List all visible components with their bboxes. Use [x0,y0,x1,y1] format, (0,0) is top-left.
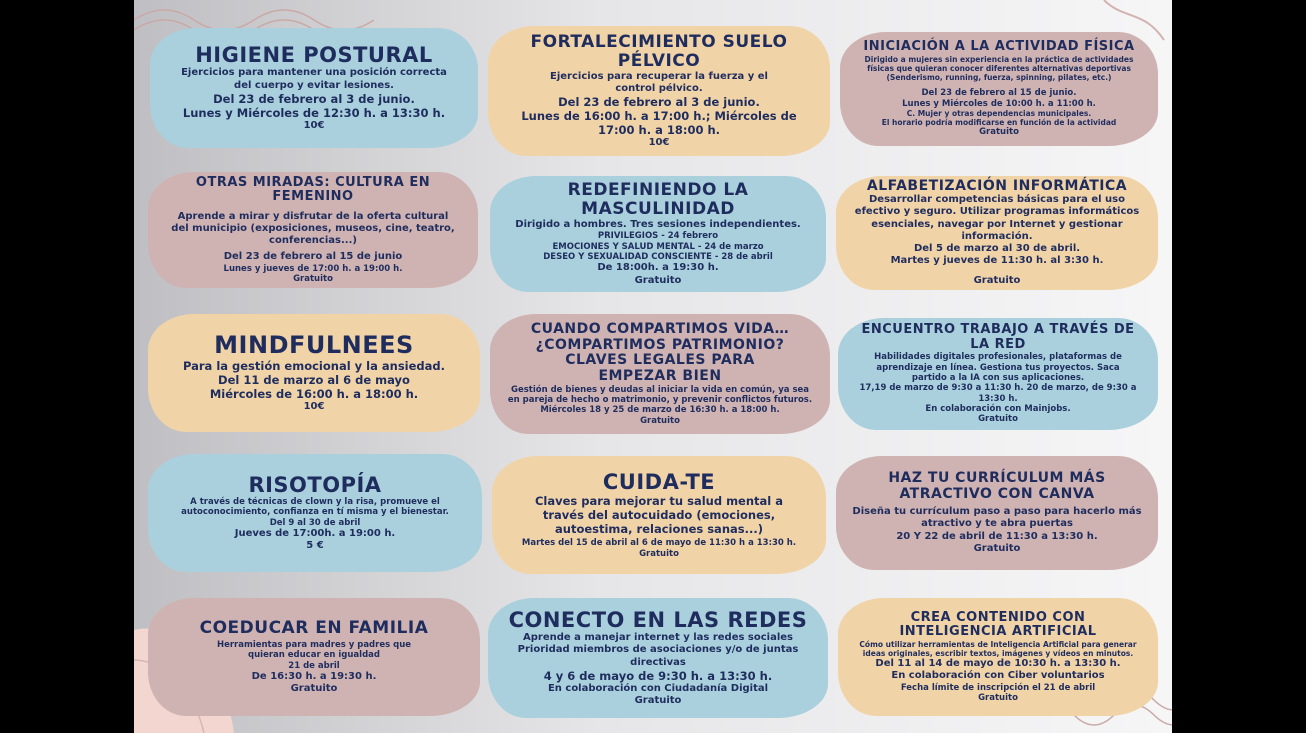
card-title: RISOTOPÍA [248,472,382,497]
card-line: Del 23 de febrero al 3 de junio. [558,95,760,110]
card-price: 5 € [306,540,324,552]
card-conecto-redes[interactable] [488,598,828,718]
card-line: Lunes de 16:00 h. a 17:00 h.; Miércoles de 17:00 h. a 18:00 h. [521,109,797,138]
card-price: Gratuito [973,542,1021,554]
card-price: Gratuito [639,548,679,559]
card-crea-contenido-ia[interactable] [838,598,1158,716]
card-line: Desarrollar competencias básicas para el uso efectivo y seguro. Utilizar programas informáticos esenciales, navegar por Internet y gestionar información. [854,194,1140,242]
card-line: A través de técnicas de clown y la risa, promueve el autoconocimiento, confianza en tí misma y el bienestar. [181,497,449,518]
card-line: Gestión de bienes y deudas al iniciar la vida en común, ya sea en pareja de hecho o matrimonio, y prevenir conflictos futuros. [507,384,813,405]
card-title: ENCUENTRO TRABAJO A TRAVÉS DE LA RED [861,322,1135,352]
card-line: PRIVILEGIOS - 24 febrero [597,231,719,242]
card-cuida-te[interactable] [492,456,826,574]
card-line: Dirigido a mujeres sin experiencia en la práctica de actividades físicas que quieran conocer diferentes alternativas deportivas (Senderismo, running, fuerza, spinning, pilates, etc.) [864,54,1134,83]
card-price: Gratuito [293,273,333,284]
card-title: COEDUCAR EN FAMILIA [199,617,429,638]
card-line: Del 23 de febrero al 15 de junio. [921,88,1077,99]
card-line: Miércoles 18 y 25 de marzo de 16:30 h. a 18:00 h. [540,405,780,416]
card-title: REDEFINIENDO LA MASCULINIDAD [567,180,749,220]
card-line: Martes y jueves de 11:30 h. al 3:30 h. [890,255,1104,267]
card-line: Del 23 de febrero al 15 de junio [223,251,403,263]
card-line: Miércoles de 16:00 h. a 18:00 h. [209,387,419,402]
card-line: EMOCIONES Y SALUD MENTAL - 24 de marzo [552,241,764,252]
card-curriculum-canva[interactable] [836,456,1158,570]
card-line: 20 Y 22 de abril de 11:30 a 13:30 h. [896,530,1098,542]
card-line: De 16:30 h. a 19:30 h. [251,670,377,682]
card-line: Dirigido a hombres. Tres sesiones independientes. [515,219,801,231]
card-line: Lunes y Miércoles de 12:30 h. a 13:30 h. [182,105,446,120]
card-line: En colaboración con Mainjobs. [925,404,1071,415]
card-line: DESEO Y SEXUALIDAD CONSCIENTE - 28 de abril [543,252,773,263]
card-coeducar-familia[interactable] [148,598,480,716]
card-line: Ejercicios para mantener una posición correcta del cuerpo y evitar lesiones. [181,67,447,91]
card-line: Cómo utilizar herramientas de Inteligencia Artificial para generar ideas originales, escribir textos, imágenes y vídeos en minutos. [859,639,1137,658]
card-line: 21 de abril [288,660,340,671]
card-line: Del 9 al 30 de abril [269,517,361,528]
card-line: Del 5 de marzo al 30 de abril. [913,242,1081,254]
card-title: FORTALECIMIENTO SUELO PÉLVICO [530,31,788,71]
card-risotopia[interactable] [148,454,482,572]
card-otras-miradas[interactable] [148,172,478,288]
card-line: control pélvico. [615,82,703,94]
activities-poster [134,0,1172,733]
card-fortalecimiento-suelo-pelvico[interactable] [488,26,830,156]
card-price: Gratuito [640,415,680,426]
card-higiene-postural[interactable] [150,28,478,148]
card-title: CUIDA-TE [602,469,716,494]
card-line: Martes del 15 de abril al 6 de mayo de 11:30 h a 13:30 h. [521,538,797,549]
card-title: CONECTO EN LAS REDES [508,607,808,632]
card-line: Lunes y Miércoles de 10:00 h. a 11:00 h. [902,98,1096,109]
card-cuando-compartimos-vida[interactable] [490,314,830,434]
card-line: Para la gestión emocional y la ansiedad. [183,359,445,374]
card-line: De 18:00h. a 19:30 h. [597,262,719,274]
card-line: Aprende a manejar internet y las redes sociales [522,632,794,644]
card-price: Gratuito [634,274,682,286]
card-title: HAZ TU CURRÍCULUM MÁS ATRACTIVO CON CANVA [888,469,1106,502]
card-line: Habilidades digitales profesionales, plataformas de aprendizaje en línea. Gestiona tus proyectos. Saca partido a la IA con sus aplicaciones. [874,352,1122,384]
card-price: 10€ [303,401,325,413]
card-line: Del 23 de febrero al 3 de junio. [213,91,415,106]
card-line: Diseña tu currículum paso a paso para hacerlo más atractivo y te abra puertas [852,506,1142,530]
card-price: Gratuito [973,275,1021,287]
card-line: Claves para mejorar tu salud mental a través del autocuidado (emociones, autoestima, relaciones sanas...) [534,494,784,537]
card-price: 10€ [303,119,325,131]
card-price: Gratuito [979,127,1019,138]
card-title: CUANDO COMPARTIMOS VIDA… ¿COMPARTIMOS PATRIMONIO? CLAVES LEGALES PARA EMPEZAR BIEN [530,320,790,384]
card-line: Jueves de 17:00h. a 19:00 h. [234,528,396,540]
card-line: Del 11 al 14 de mayo de 10:30 h. a 13:30 h. [875,658,1121,670]
card-price: 10€ [648,137,670,149]
card-title: OTRAS MIRADAS: CULTURA EN FEMENINO [195,174,431,205]
card-line: Herramientas para madres y padres que quieran educar en igualdad [216,639,412,661]
card-line: Del 11 de marzo al 6 de mayo [218,373,410,388]
card-line: C. Mujer y otras dependencias municipales. [906,109,1092,119]
card-redefiniendo-masculinidad[interactable] [490,176,826,292]
card-price: Gratuito [978,692,1018,703]
card-line: En colaboración con Ciber voluntarios [891,670,1105,682]
card-line: 17,19 de marzo de 9:30 a 11:30 h. 20 de marzo, de 9:30 a 13:30 h. [859,383,1137,404]
card-line: Fecha límite de inscripción el 21 de abril [900,682,1096,693]
card-price: Gratuito [978,414,1018,425]
card-title: MINDFULNEES [214,331,414,360]
card-price: Gratuito [634,695,682,707]
card-title: INICIACIÓN A LA ACTIVIDAD FÍSICA [863,39,1135,55]
card-line: Aprende a mirar y disfrutar de la oferta cultural del municipio (exposiciones, museos, cine, teatro, conferencias...) [171,210,455,247]
card-line: Lunes y jueves de 17:00 h. a 19:00 h. [223,263,403,274]
card-line: Prioridad miembros de asociaciones y/o de juntas directivas [517,644,799,668]
card-line: En colaboración con Ciudadanía Digital [547,682,769,694]
card-price: Gratuito [290,683,338,695]
card-encuentro-trabajo-red[interactable] [838,318,1158,430]
card-line: 4 y 6 de mayo de 9:30 h. a 13:30 h. [543,668,773,683]
card-line: Ejercicios para recuperar la fuerza y el [550,70,768,82]
card-mindfulnees[interactable] [148,314,480,432]
card-iniciacion-actividad-fisica[interactable] [840,32,1158,146]
card-alfabetizacion-informatica[interactable] [836,176,1158,290]
card-title: CREA CONTENIDO CON INTELIGENCIA ARTIFICIAL [899,609,1097,640]
card-line: El horario podría modificarse en función de la actividad [881,118,1117,128]
card-title: HIGIENE POSTURAL [195,42,433,67]
card-title: ALFABETIZACIÓN INFORMÁTICA [866,177,1128,194]
